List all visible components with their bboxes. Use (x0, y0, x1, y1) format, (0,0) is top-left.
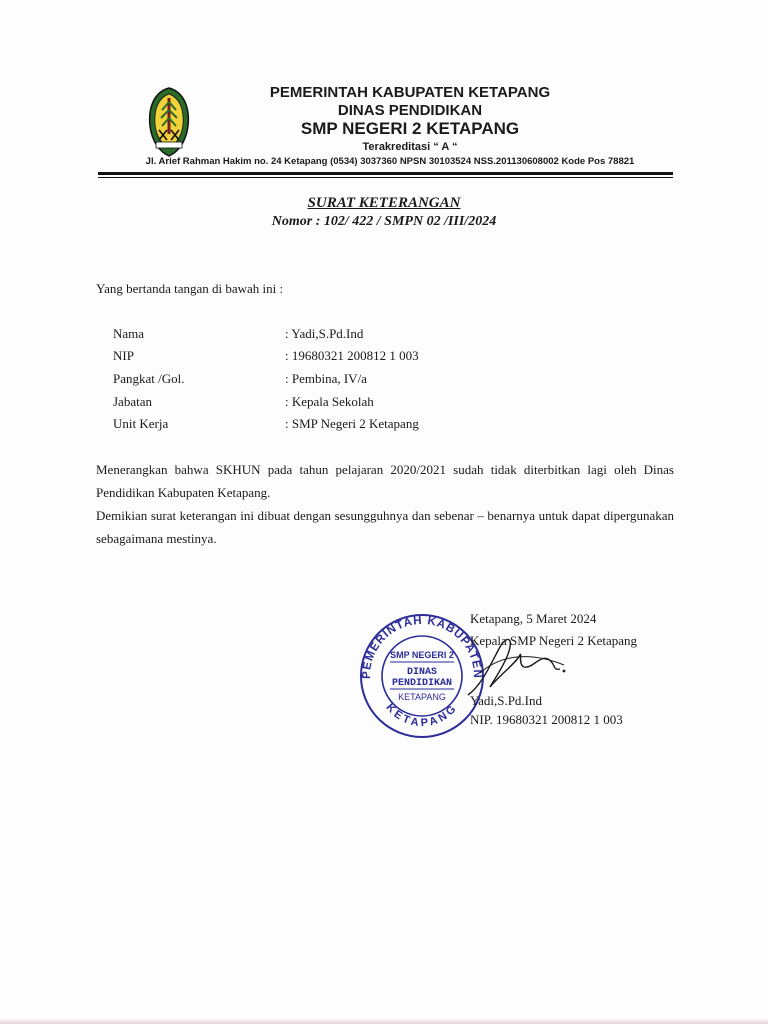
signature-position: Kepala SMP Negeri 2 Ketapang (470, 633, 638, 648)
stamp-dinas-text: DINAS (406, 667, 438, 678)
field-label-rank: Pangkat /Gol. (113, 371, 185, 386)
letterhead-address: Jl. Arief Rahman Hakim no. 24 Ketapang (0534) 3037360 NPSN 30103524 NSS.201130608002 Kode Pos 78821 (145, 156, 635, 167)
letterhead-accreditation: Terakreditasi “ A “ (362, 141, 458, 153)
document-title: SURAT KETERANGAN (307, 195, 461, 211)
field-value-nip: : 19680321 200812 1 003 (285, 348, 419, 363)
signatory-nip: NIP. 19680321 200812 1 003 (470, 712, 623, 727)
letterhead-divider-thin (98, 177, 673, 178)
field-value-name: : Yadi,S.Pd.Ind (285, 326, 364, 341)
stamp-outer-top-text: PEMERINTAH KABUPATEN (360, 614, 484, 680)
field-label-name: Nama (113, 326, 145, 341)
field-label-nip: NIP (113, 348, 134, 363)
intro-text: Yang bertanda tangan di bawah ini : (96, 281, 284, 296)
letterhead-department: DINAS PENDIDIKAN (337, 102, 483, 119)
stamp-pendidikan-text: PENDIDIKAN (391, 678, 453, 689)
ketapang-regency-crest-icon (146, 86, 192, 158)
letterhead-divider-thick (98, 172, 673, 175)
body-paragraph-closing: Demikian surat keterangan ini dibuat dengan sesungguhnya dan sebenar – benarnya untuk dapat dipergunakan sebagaimana mestinya. (96, 508, 674, 546)
field-label-unit: Unit Kerja (113, 416, 169, 431)
field-value-rank: : Pembina, IV/a (285, 371, 367, 386)
signature-place-date: Ketapang, 5 Maret 2024 (470, 611, 597, 626)
letterhead-government: PEMERINTAH KABUPATEN KETAPANG (269, 84, 551, 101)
body-paragraph-statement: Menerangkan bahwa SKHUN pada tahun pelajaran 2020/2021 sudah tidak diterbitkan lagi oleh Dinas Pendidikan Kabupaten Ketapang. (96, 462, 674, 500)
field-value-position: : Kepala Sekolah (285, 394, 374, 409)
stamp-outer-bottom-text: KETAPANG (383, 701, 461, 730)
field-value-unit: : SMP Negeri 2 Ketapang (285, 416, 419, 431)
document-number: Nomor : 102/ 422 / SMPN 02 /III/2024 (271, 214, 497, 229)
signatory-name: Yadi,S.Pd.Ind (470, 693, 543, 708)
stamp-city-text: KETAPANG (398, 692, 446, 702)
scan-edge (0, 1018, 768, 1024)
stamp-school-text: SMP NEGERI 2 (390, 650, 454, 660)
letterhead-school-name: SMP NEGERI 2 KETAPANG (300, 119, 520, 138)
field-label-position: Jabatan (113, 394, 152, 409)
